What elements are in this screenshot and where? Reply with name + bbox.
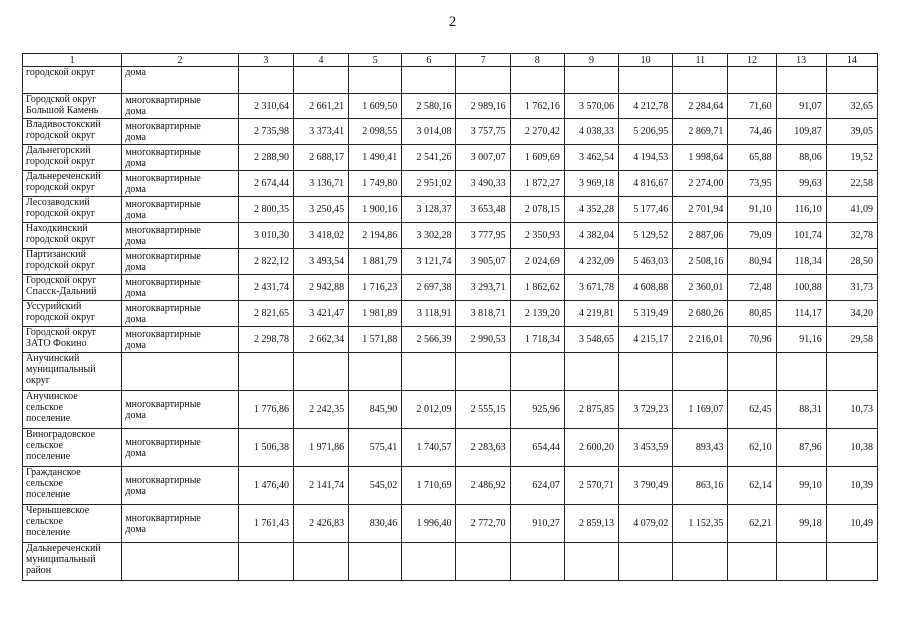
value-cell: 3 493,54 [293, 249, 348, 275]
value-cell: 830,46 [349, 505, 402, 543]
value-cell: 1 900,16 [349, 197, 402, 223]
value-cell: 62,45 [728, 391, 776, 429]
value-cell: 65,88 [728, 145, 776, 171]
value-cell: 1 996,40 [402, 505, 456, 543]
housing-type: многоквартирные дома [122, 223, 238, 249]
value-cell: 2 735,98 [238, 119, 293, 145]
municipality-name: Гражданское сельское поселение [23, 467, 122, 505]
value-cell: 28,50 [826, 249, 877, 275]
value-cell: 2 298,78 [238, 327, 293, 353]
value-cell [673, 353, 728, 391]
value-cell: 3 570,06 [564, 94, 618, 119]
table-row [23, 467, 878, 505]
value-cell: 3 293,71 [456, 275, 510, 301]
value-cell [238, 67, 293, 94]
value-cell: 893,43 [673, 429, 728, 467]
table-row [23, 197, 878, 223]
table-row [23, 119, 878, 145]
value-cell: 5 463,03 [619, 249, 673, 275]
value-cell: 3 136,71 [293, 171, 348, 197]
column-header: 5 [349, 54, 402, 67]
value-cell: 2 566,39 [402, 327, 456, 353]
value-cell: 10,73 [826, 391, 877, 429]
value-cell [826, 67, 877, 94]
housing-type: многоквартирные дома [122, 429, 238, 467]
value-cell [402, 67, 456, 94]
value-cell: 3 969,18 [564, 171, 618, 197]
municipality-name: Дальнереченский городской округ [23, 171, 122, 197]
value-cell: 3 453,59 [619, 429, 673, 467]
value-cell: 2 570,71 [564, 467, 618, 505]
value-cell: 3 757,75 [456, 119, 510, 145]
table-row [23, 145, 878, 171]
municipality-name: Городской округ ЗАТО Фокино [23, 327, 122, 353]
value-cell: 1 490,41 [349, 145, 402, 171]
column-header: 9 [564, 54, 618, 67]
value-cell: 41,09 [826, 197, 877, 223]
value-cell: 2 661,21 [293, 94, 348, 119]
value-cell [728, 543, 776, 581]
value-cell [826, 543, 877, 581]
value-cell: 3 014,08 [402, 119, 456, 145]
value-cell: 101,74 [776, 223, 826, 249]
value-cell [619, 67, 673, 94]
housing-type: многоквартирные дома [122, 275, 238, 301]
value-cell: 3 905,07 [456, 249, 510, 275]
value-cell: 3 250,45 [293, 197, 348, 223]
column-header: 14 [826, 54, 877, 67]
housing-type: многоквартирные дома [122, 301, 238, 327]
value-cell: 70,96 [728, 327, 776, 353]
value-cell [293, 543, 348, 581]
value-cell [349, 67, 402, 94]
table-row [23, 67, 878, 94]
value-cell: 2 674,44 [238, 171, 293, 197]
value-cell [728, 67, 776, 94]
value-cell [349, 543, 402, 581]
value-cell: 88,31 [776, 391, 826, 429]
value-cell [402, 543, 456, 581]
table-row [23, 301, 878, 327]
value-cell: 2 859,13 [564, 505, 618, 543]
value-cell: 80,94 [728, 249, 776, 275]
value-cell [826, 353, 877, 391]
value-cell: 1 971,86 [293, 429, 348, 467]
table-row [23, 94, 878, 119]
value-cell [776, 543, 826, 581]
value-cell: 1 609,69 [510, 145, 564, 171]
column-header: 7 [456, 54, 510, 67]
value-cell: 32,65 [826, 94, 877, 119]
housing-type: многоквартирные дома [122, 171, 238, 197]
page-number: 2 [448, 14, 457, 30]
value-cell: 74,46 [728, 119, 776, 145]
column-header: 1 [23, 54, 122, 67]
value-cell [564, 353, 618, 391]
value-cell [619, 353, 673, 391]
housing-type: многоквартирные дома [122, 94, 238, 119]
value-cell: 87,96 [776, 429, 826, 467]
municipality-name: Уссурийский городской округ [23, 301, 122, 327]
value-cell: 2 772,70 [456, 505, 510, 543]
table-header-row [23, 54, 878, 67]
table-row [23, 505, 878, 543]
value-cell: 2 431,74 [238, 275, 293, 301]
value-cell: 1 762,16 [510, 94, 564, 119]
value-cell: 3 421,47 [293, 301, 348, 327]
value-cell: 575,41 [349, 429, 402, 467]
municipality-name: Городской округ Спасск-Дальний [23, 275, 122, 301]
housing-type: многоквартирные дома [122, 145, 238, 171]
value-cell: 10,49 [826, 505, 877, 543]
value-cell: 29,58 [826, 327, 877, 353]
value-cell: 1 476,40 [238, 467, 293, 505]
value-cell [293, 353, 348, 391]
value-cell: 32,78 [826, 223, 877, 249]
value-cell: 1 718,34 [510, 327, 564, 353]
value-cell [238, 353, 293, 391]
municipality-name: Дальнереченский муниципальный район [23, 543, 122, 581]
value-cell: 116,10 [776, 197, 826, 223]
table-row [23, 223, 878, 249]
value-cell: 109,87 [776, 119, 826, 145]
value-cell: 4 382,04 [564, 223, 618, 249]
municipality-name: Дальнегорский городской округ [23, 145, 122, 171]
value-cell [564, 543, 618, 581]
value-cell: 2 662,34 [293, 327, 348, 353]
value-cell: 10,38 [826, 429, 877, 467]
value-cell: 1 169,07 [673, 391, 728, 429]
value-cell: 1 571,88 [349, 327, 402, 353]
value-cell: 5 319,49 [619, 301, 673, 327]
column-header: 8 [510, 54, 564, 67]
value-cell [728, 353, 776, 391]
value-cell: 2 098,55 [349, 119, 402, 145]
value-cell: 1 761,43 [238, 505, 293, 543]
value-cell: 1 862,62 [510, 275, 564, 301]
housing-type: многоквартирные дома [122, 327, 238, 353]
value-cell: 2 274,00 [673, 171, 728, 197]
value-cell: 1 609,50 [349, 94, 402, 119]
value-cell: 2 701,94 [673, 197, 728, 223]
value-cell: 2 024,69 [510, 249, 564, 275]
value-cell: 99,63 [776, 171, 826, 197]
value-cell [564, 67, 618, 94]
value-cell: 2 486,92 [456, 467, 510, 505]
municipality-name: городской округ [23, 67, 122, 94]
value-cell: 2 242,35 [293, 391, 348, 429]
value-cell [510, 543, 564, 581]
value-cell: 3 671,78 [564, 275, 618, 301]
housing-type: многоквартирные дома [122, 197, 238, 223]
value-cell [349, 353, 402, 391]
value-cell: 1 710,69 [402, 467, 456, 505]
value-cell: 2 288,90 [238, 145, 293, 171]
value-cell: 2 194,86 [349, 223, 402, 249]
value-cell [456, 353, 510, 391]
value-cell: 39,05 [826, 119, 877, 145]
value-cell: 71,60 [728, 94, 776, 119]
value-cell: 545,02 [349, 467, 402, 505]
value-cell: 1 716,23 [349, 275, 402, 301]
value-cell: 2 800,35 [238, 197, 293, 223]
value-cell: 99,10 [776, 467, 826, 505]
value-cell: 2 942,88 [293, 275, 348, 301]
value-cell: 4 816,67 [619, 171, 673, 197]
housing-type: многоквартирные дома [122, 119, 238, 145]
value-cell: 2 139,20 [510, 301, 564, 327]
column-header: 2 [122, 54, 238, 67]
housing-type: многоквартирные дома [122, 391, 238, 429]
value-cell: 79,09 [728, 223, 776, 249]
column-header: 11 [673, 54, 728, 67]
housing-type: многоквартирные дома [122, 249, 238, 275]
value-cell: 1 749,80 [349, 171, 402, 197]
value-cell: 2 284,64 [673, 94, 728, 119]
value-cell [510, 67, 564, 94]
municipality-name: Виноградовское сельское поселение [23, 429, 122, 467]
value-cell: 925,96 [510, 391, 564, 429]
value-cell: 2 270,42 [510, 119, 564, 145]
value-cell: 4 212,78 [619, 94, 673, 119]
column-header: 13 [776, 54, 826, 67]
table-row [23, 249, 878, 275]
value-cell: 2 600,20 [564, 429, 618, 467]
value-cell: 3 007,07 [456, 145, 510, 171]
value-cell: 2 426,83 [293, 505, 348, 543]
value-cell: 3 462,54 [564, 145, 618, 171]
value-cell: 3 777,95 [456, 223, 510, 249]
value-cell: 3 818,71 [456, 301, 510, 327]
value-cell [293, 67, 348, 94]
value-cell: 91,16 [776, 327, 826, 353]
municipality-name: Лесозаводский городской округ [23, 197, 122, 223]
value-cell: 91,07 [776, 94, 826, 119]
value-cell: 2 869,71 [673, 119, 728, 145]
value-cell: 1 740,57 [402, 429, 456, 467]
value-cell: 2 887,06 [673, 223, 728, 249]
value-cell: 2 951,02 [402, 171, 456, 197]
value-cell: 99,18 [776, 505, 826, 543]
value-cell: 114,17 [776, 301, 826, 327]
value-cell: 910,27 [510, 505, 564, 543]
value-cell: 62,21 [728, 505, 776, 543]
value-cell: 5 206,95 [619, 119, 673, 145]
value-cell: 4 194,53 [619, 145, 673, 171]
municipality-name: Владивостокский городской округ [23, 119, 122, 145]
value-cell: 118,34 [776, 249, 826, 275]
value-cell: 2 350,93 [510, 223, 564, 249]
value-cell: 72,48 [728, 275, 776, 301]
value-cell: 2 822,12 [238, 249, 293, 275]
value-cell: 4 352,28 [564, 197, 618, 223]
value-cell: 2 990,53 [456, 327, 510, 353]
value-cell: 2 989,16 [456, 94, 510, 119]
value-cell: 88,06 [776, 145, 826, 171]
value-cell: 624,07 [510, 467, 564, 505]
value-cell: 4 608,88 [619, 275, 673, 301]
value-cell [456, 543, 510, 581]
value-cell: 2 141,74 [293, 467, 348, 505]
value-cell: 80,85 [728, 301, 776, 327]
value-cell: 100,88 [776, 275, 826, 301]
value-cell: 10,39 [826, 467, 877, 505]
tariff-table [22, 53, 878, 581]
value-cell: 2 360,01 [673, 275, 728, 301]
municipality-name: Анучинский муниципальный округ [23, 353, 122, 391]
value-cell: 2 688,17 [293, 145, 348, 171]
value-cell: 3 010,30 [238, 223, 293, 249]
value-cell: 2 680,26 [673, 301, 728, 327]
housing-type: многоквартирные дома [122, 467, 238, 505]
value-cell: 2 216,01 [673, 327, 728, 353]
municipality-name: Находкинский городской округ [23, 223, 122, 249]
value-cell: 2 821,65 [238, 301, 293, 327]
value-cell: 62,10 [728, 429, 776, 467]
value-cell: 31,73 [826, 275, 877, 301]
value-cell: 1 998,64 [673, 145, 728, 171]
value-cell: 845,90 [349, 391, 402, 429]
value-cell: 654,44 [510, 429, 564, 467]
value-cell: 1 776,86 [238, 391, 293, 429]
value-cell: 2 875,85 [564, 391, 618, 429]
value-cell: 1 981,89 [349, 301, 402, 327]
value-cell [456, 67, 510, 94]
value-cell: 34,20 [826, 301, 877, 327]
housing-type [122, 353, 238, 391]
value-cell: 4 219,81 [564, 301, 618, 327]
value-cell: 3 729,23 [619, 391, 673, 429]
value-cell: 3 790,49 [619, 467, 673, 505]
municipality-name: Анучинское сельское поселение [23, 391, 122, 429]
housing-type: многоквартирные дома [122, 505, 238, 543]
value-cell: 2 012,09 [402, 391, 456, 429]
table-row [23, 275, 878, 301]
value-cell: 1 506,38 [238, 429, 293, 467]
value-cell: 2 555,15 [456, 391, 510, 429]
value-cell [238, 543, 293, 581]
value-cell: 2 310,64 [238, 94, 293, 119]
column-header: 6 [402, 54, 456, 67]
value-cell: 5 177,46 [619, 197, 673, 223]
value-cell: 2 508,16 [673, 249, 728, 275]
value-cell: 3 128,37 [402, 197, 456, 223]
value-cell: 4 038,33 [564, 119, 618, 145]
value-cell: 4 079,02 [619, 505, 673, 543]
value-cell: 3 490,33 [456, 171, 510, 197]
value-cell: 2 697,38 [402, 275, 456, 301]
value-cell: 62,14 [728, 467, 776, 505]
value-cell: 2 078,15 [510, 197, 564, 223]
municipality-name: Чернышевское сельское поселение [23, 505, 122, 543]
value-cell [510, 353, 564, 391]
value-cell: 3 118,91 [402, 301, 456, 327]
column-header: 3 [238, 54, 293, 67]
value-cell [402, 353, 456, 391]
value-cell: 91,10 [728, 197, 776, 223]
value-cell: 1 152,35 [673, 505, 728, 543]
value-cell: 3 653,48 [456, 197, 510, 223]
column-header: 12 [728, 54, 776, 67]
housing-type: дома [122, 67, 238, 94]
value-cell [673, 67, 728, 94]
value-cell: 5 129,52 [619, 223, 673, 249]
table-row [23, 171, 878, 197]
municipality-name: Партизанский городской округ [23, 249, 122, 275]
value-cell: 2 580,16 [402, 94, 456, 119]
table-row [23, 429, 878, 467]
value-cell: 863,16 [673, 467, 728, 505]
municipality-name: Городской округ Большой Камень [23, 94, 122, 119]
value-cell [673, 543, 728, 581]
housing-type [122, 543, 238, 581]
value-cell [776, 67, 826, 94]
table-row [23, 391, 878, 429]
value-cell: 1 872,27 [510, 171, 564, 197]
value-cell: 3 302,28 [402, 223, 456, 249]
column-header: 10 [619, 54, 673, 67]
value-cell: 3 418,02 [293, 223, 348, 249]
value-cell: 1 881,79 [349, 249, 402, 275]
value-cell: 19,52 [826, 145, 877, 171]
column-header: 4 [293, 54, 348, 67]
value-cell: 3 121,74 [402, 249, 456, 275]
value-cell: 3 373,41 [293, 119, 348, 145]
value-cell: 73,95 [728, 171, 776, 197]
table-row [23, 353, 878, 391]
value-cell: 4 232,09 [564, 249, 618, 275]
value-cell [619, 543, 673, 581]
value-cell [776, 353, 826, 391]
table-row [23, 543, 878, 581]
value-cell: 22,58 [826, 171, 877, 197]
value-cell: 2 541,26 [402, 145, 456, 171]
value-cell: 3 548,65 [564, 327, 618, 353]
value-cell: 2 283,63 [456, 429, 510, 467]
table-row [23, 327, 878, 353]
value-cell: 4 215,17 [619, 327, 673, 353]
